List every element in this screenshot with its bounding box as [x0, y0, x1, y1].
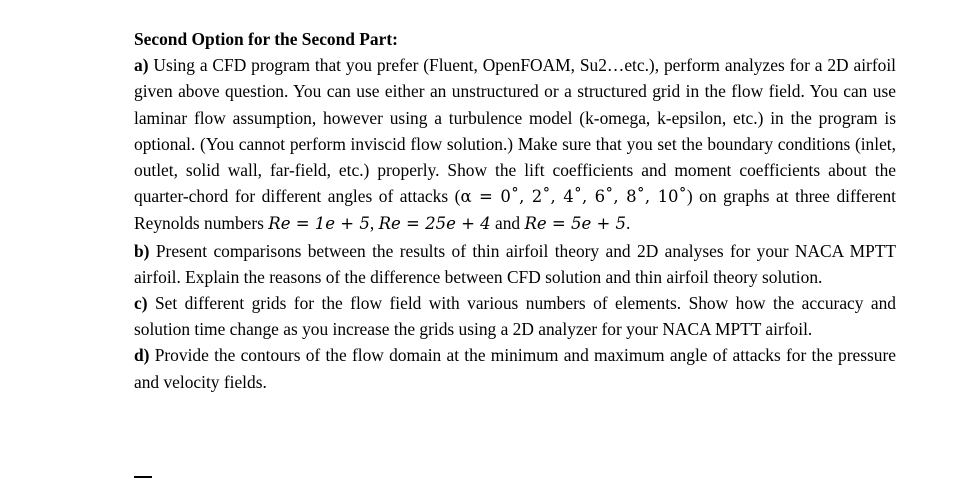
part-d [134, 342, 896, 394]
part-c-label: c) [134, 293, 148, 314]
part-c-text: Set different grids for the flow field with various numbers of elements. Show how the accuracy and solution time change as you increase the grids using a 2D analyzer for your NACA MPTT airfoil. [134, 293, 896, 340]
part-a-text-5: . [626, 213, 631, 234]
part-d-text: Provide the contours of the flow domain at the minimum and maximum angle of attacks for the pressure and velocity fields. [134, 345, 896, 392]
part-c [134, 290, 896, 342]
part-a-text-3: , [369, 213, 379, 234]
document-body [134, 26, 896, 395]
alpha-expression: α = 0˚, 2˚, 4˚, 6˚, 8˚, 10˚ [460, 187, 687, 207]
section-heading: Second Option for the Second Part: [134, 29, 398, 49]
part-a [134, 52, 896, 237]
cut-off-text-fragment [134, 476, 152, 478]
part-b-label: b) [134, 240, 150, 261]
part-d-label: d) [134, 345, 150, 366]
reynolds-2: Re = 25e + 4 [378, 214, 491, 234]
part-a-text-2: ) on graphs at three different Reynolds numbers [134, 186, 896, 234]
part-a-text-4: and [490, 213, 525, 234]
reynolds-3: Re = 5e + 5 [524, 214, 627, 234]
part-a-text-1: Using a CFD program that you prefer (Fluent, OpenFOAM, Su2…etc.), perform analyzes for a 2D airfoil given above question. You can use either an unstructured or a structured grid in the flow field. You can use laminar flow assumption, however using a turbulence model (k-omega, k-epsilon, etc.) in the program is optional. (You cannot perform inviscid flow solution.) Make sure that you set the boundary conditions (inlet, outlet, solid wall, far-field, etc.) properly. Show the lift coefficients and moment coefficients about the quarter-chord for different angles of attacks ( [134, 55, 896, 207]
part-b-text: Present comparisons between the results of thin airfoil theory and 2D analyses for your NACA MPTT airfoil. Explain the reasons of the difference between CFD solution and thin airfoil theory solution. [134, 240, 896, 287]
part-b [134, 238, 896, 290]
part-a-label: a) [134, 55, 149, 76]
reynolds-1: Re = 1e + 5 [268, 214, 370, 234]
